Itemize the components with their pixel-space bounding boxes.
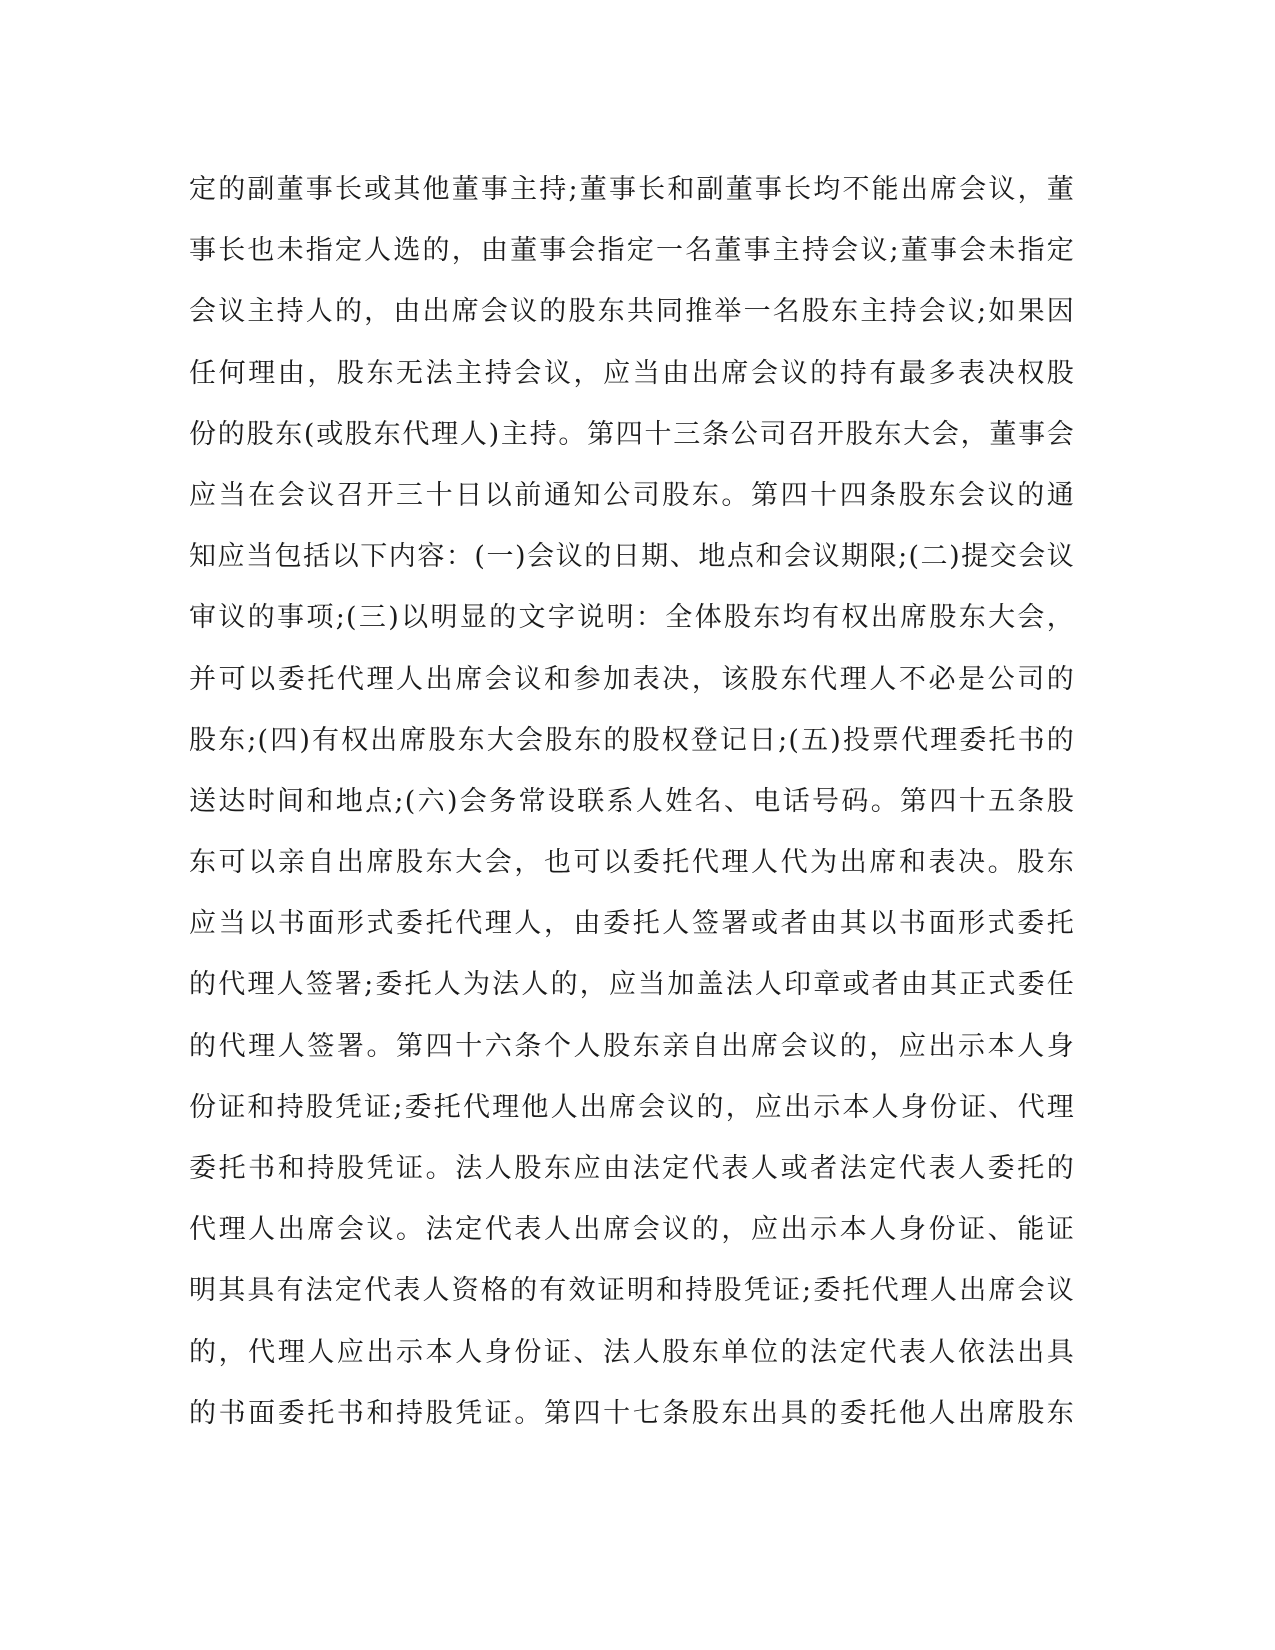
text-line: 应当以书面形式委托代理人，由委托人签署或者由其以书面形式委托 [189,908,1075,940]
text-line: 的，代理人应出示本人身份证、法人股东单位的法定代表人依法出具 [189,1336,1075,1368]
text-line: 东可以亲自出席股东大会，也可以委托代理人代为出席和表决。股东 [189,847,1075,879]
text-line: 送达时间和地点;(六)会务常设联系人姓名、电话号码。第四十五条股 [189,785,1075,817]
text-line: 份证和持股凭证;委托代理他人出席会议的，应出示本人身份证、代理 [189,1091,1075,1123]
text-line: 的书面委托书和持股凭证。第四十七条股东出具的委托他人出席股东 [189,1397,1075,1429]
text-line: 会议主持人的，由出席会议的股东共同推举一名股东主持会议;如果因 [189,296,1075,328]
text-line: 的代理人签署;委托人为法人的，应当加盖法人印章或者由其正式委任 [189,969,1075,1001]
text-line: 审议的事项;(三)以明显的文字说明：全体股东均有权出席股东大会， [189,602,1075,634]
text-line: 委托书和持股凭证。法人股东应由法定代表人或者法定代表人委托的 [189,1153,1075,1184]
text-line: 定的副董事长或其他董事主持;董事长和副董事长均不能出席会议，董 [189,174,1075,205]
text-line: 明其具有法定代表人资格的有效证明和持股凭证;委托代理人出席会议 [189,1275,1075,1307]
text-line: 知应当包括以下内容：(一)会议的日期、地点和会议期限;(二)提交会议 [189,541,1075,573]
text-line: 并可以委托代理人出席会议和参加表决，该股东代理人不必是公司的 [189,663,1075,695]
text-line: 应当在会议召开三十日以前通知公司股东。第四十四条股东会议的通 [189,479,1075,511]
text-line: 任何理由，股东无法主持会议，应当由出席会议的持有最多表决权股 [189,357,1075,389]
text-line: 的代理人签署。第四十六条个人股东亲自出席会议的，应出示本人身 [189,1030,1075,1062]
text-line: 份的股东(或股东代理人)主持。第四十三条公司召开股东大会，董事会 [189,418,1075,450]
text-line: 事长也未指定人选的，由董事会指定一名董事主持会议;董事会未指定 [189,235,1075,267]
text-line: 股东;(四)有权出席股东大会股东的股权登记日;(五)投票代理委托书的 [189,724,1075,756]
body-text [189,159,1089,1444]
text-line: 代理人出席会议。法定代表人出席会议的，应出示本人身份证、能证 [189,1214,1075,1246]
